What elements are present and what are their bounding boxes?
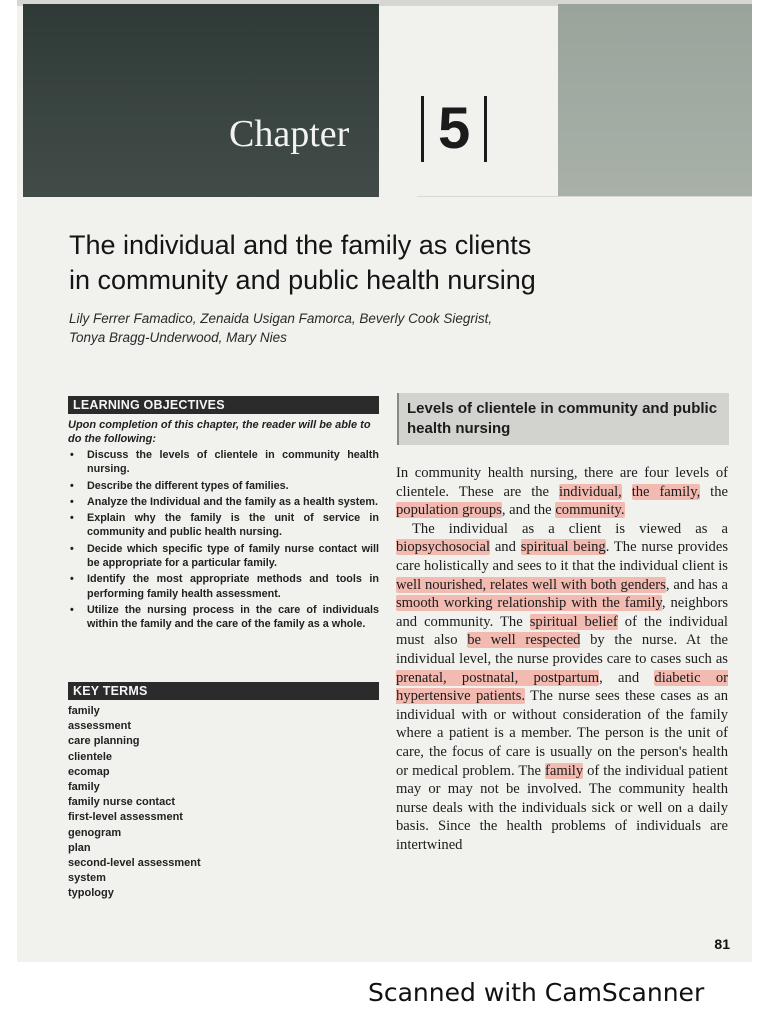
highlight: family [545,762,584,779]
learning-objectives-heading: LEARNING OBJECTIVES [68,396,379,414]
highlight: prenatal, postnatal, postpartum [396,669,600,686]
objective-item: • Utilize the nursing process in the care of individuals within the family and the care of the family as a whole. [70,603,379,631]
learning-objectives-intro: Upon completion of this chapter, the reader will be able to do the following: [68,419,371,445]
highlight: diabetic or hypertensive patients. [396,669,728,705]
key-term: clientele [68,750,113,763]
key-term: family nurse contact [68,796,175,809]
key-term: first-level assessment [68,811,183,824]
body-text-column [396,464,728,854]
authors-line-1: Lily Ferrer Famadico, Zenaida Usigan Famorca, Beverly Cook Siegrist, [69,311,493,326]
objective-item: • Explain why the family is the unit of service in community and public health nursing. [70,512,379,539]
chapter-label: Chapter [229,113,350,155]
objective-item: • Describe the different types of families. [70,479,289,492]
key-terms-list [68,704,379,902]
chapter-title-line-1: The individual and the family as clients [69,230,532,260]
page-number: 81 [714,936,730,952]
body-paragraph-2: The individual as a client is viewed as a biopsychosocial and spiritual being. The nurse provides care holistically and sees to it that the individual client is well nourished, relates well with both genders, and has a smooth working relationship with the family, neighbors and community. The spiritual belief of the individual must also be well respected by the nurse. At the individual level, the nurse provides care to cases such as prenatal, postnatal, postpartum, and diabetic or hypertensive patients. The nurse sees these cases as an individual with or without consideration of the family where a patient is a member. The person is the unit of care, the focus of care is usually on the person's health or medical problem. The family of the individual patient may or may not be involved. The community health nurse deals with the individuals sick or well on a daily basis. Since the health problems of individuals are intertwined [396,520,729,853]
objective-item: • Identify the most appropriate methods and tools in performing family health assessment. [70,573,379,600]
learning-objectives-box [68,396,379,634]
key-term: typology [68,887,114,900]
highlight: spiritual being [520,539,606,556]
learning-objectives-list [68,448,379,632]
key-term: plan [68,841,91,854]
key-term: assessment [68,720,131,733]
authors-line-2: Tonya Bragg-Underwood, Mary Nies [69,330,287,345]
key-term: family [68,781,100,794]
chapter-number-box [421,94,487,164]
body-paragraph-1: In community health nursing, there are four levels of clientele. These are the individual, the family, the population groups, and the community. [396,465,728,519]
author-list [69,309,589,347]
chapter-title-line-2: in community and public health nursing [69,265,536,295]
key-term: second-level assessment [68,857,201,870]
section-heading-box [397,393,729,445]
decorative-grey-block [558,4,752,197]
key-term: system [68,872,106,885]
highlight: spiritual belief [529,613,618,630]
highlight: be well respected [467,632,581,649]
objective-item: • Decide which specific type of family nurse contact will be appropriate for a particular family. [70,542,379,570]
header-rule [417,196,752,197]
key-terms-box [68,682,379,902]
key-term: ecomap [68,765,110,778]
scanner-watermark: Scanned with CamScanner [368,978,705,1007]
key-term: family [68,705,100,717]
highlight: biopsychosocial [396,539,491,556]
highlight: the family, [631,483,701,500]
scanned-page [17,0,752,962]
highlight: population groups [396,502,502,519]
key-term: care planning [68,735,140,748]
divider-bar-right [484,96,487,162]
chapter-number: 5 [438,96,471,161]
key-terms-heading: KEY TERMS [68,682,379,700]
key-term: genogram [68,826,122,839]
highlight: community. [555,502,625,519]
highlight: smooth working relationship with the family [396,595,662,612]
chapter-title [69,228,669,298]
highlight: well nourished, relates well with both genders [396,576,666,593]
divider-bar-left [421,96,424,162]
section-heading: Levels of clientele in community and public health nursing [407,400,718,437]
chapter-banner [23,4,379,197]
objective-item: • Discuss the levels of clientele in community health nursing. [70,449,379,476]
highlight: individual, [558,483,622,500]
objective-item: • Analyze the Individual and the family as a health system. [70,495,379,508]
